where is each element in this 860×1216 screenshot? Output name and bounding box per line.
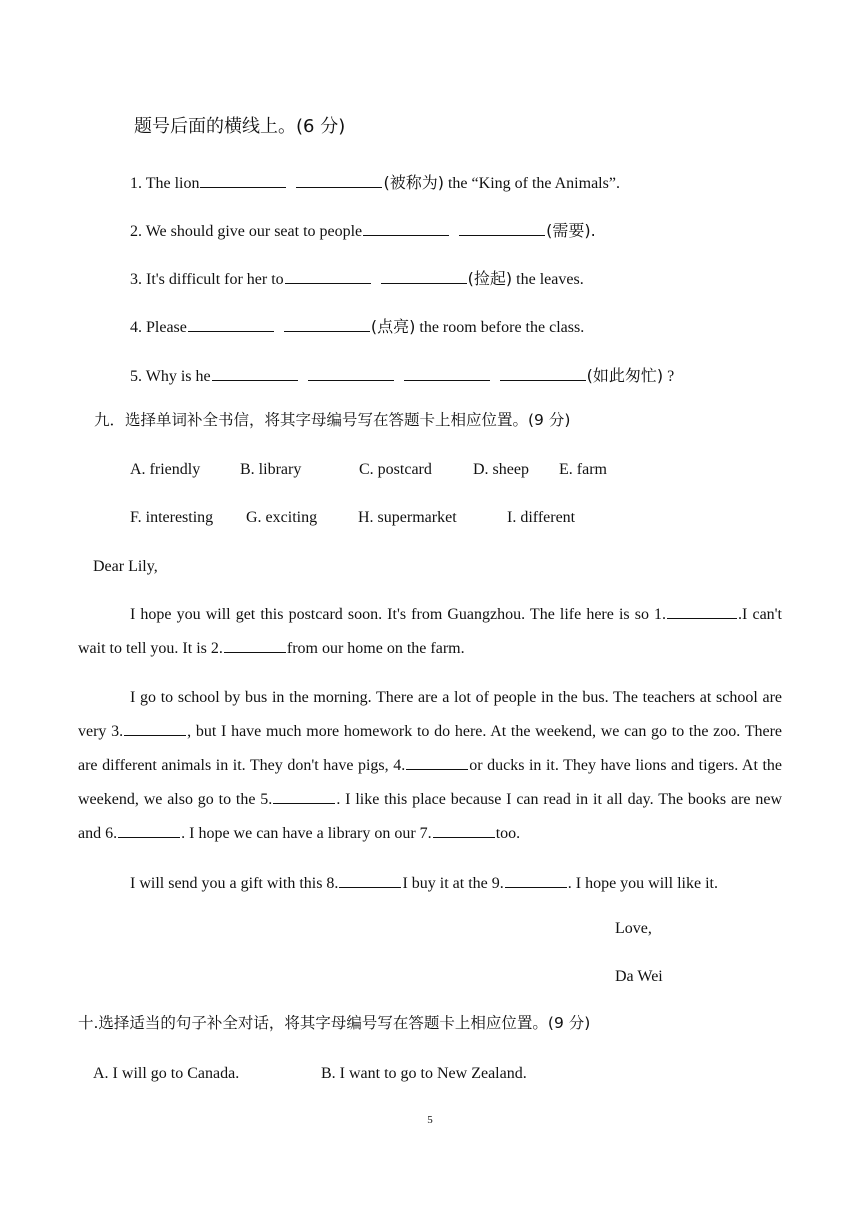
letter-salutation — [93, 559, 158, 575]
answer-blank-1[interactable] — [667, 604, 737, 619]
letter-closing — [615, 921, 652, 937]
word-option-c — [359, 462, 432, 478]
item-text: The lion — [145, 175, 200, 192]
item-text: Please — [146, 319, 187, 336]
option-text: C. postcard — [359, 461, 432, 478]
fill-item-2 — [130, 221, 596, 240]
salutation-text: Dear Lily, — [93, 558, 158, 575]
item-hint: (需要). — [546, 221, 596, 240]
option-text: B. I want to go to New Zealand. — [321, 1065, 527, 1082]
item-text-after: the room before the class. — [415, 319, 585, 336]
paragraph-text: .I can't wait to tell you. It is 2. — [78, 606, 783, 657]
paragraph-text: I go to school by bus in the morning. There are a lot of people in the bus. The teachers at school are very 3. — [78, 689, 782, 740]
section-title-text: 十.选择适当的句子补全对话，将其字母编号写在答题卡上相应位置。(9 分) — [78, 1014, 591, 1032]
paragraph-text: . I hope you will like it. — [567, 875, 718, 892]
paragraph-text: from our home on the farm. — [286, 640, 465, 657]
fill-item-5 — [130, 366, 674, 385]
paragraph-text: . I hope we can have a library on our 7. — [181, 825, 432, 842]
option-text: E. farm — [559, 461, 607, 478]
item-number: 4. — [130, 319, 142, 336]
option-text: A. I will go to Canada. — [93, 1065, 240, 1082]
answer-blank-4[interactable] — [406, 755, 468, 770]
paragraph-text: too. — [495, 825, 521, 842]
answer-blank-2[interactable] — [224, 638, 286, 653]
instruction-text: 题号后面的横线上。(6 分) — [134, 116, 346, 137]
answer-blank[interactable] — [500, 366, 586, 381]
item-hint: (如此匆忙) — [586, 366, 664, 385]
word-option-a — [130, 462, 200, 478]
item-text: We should give our seat to people — [145, 223, 363, 240]
option-text: B. library — [240, 461, 302, 478]
word-option-b — [240, 462, 301, 478]
section-9-title — [94, 413, 570, 429]
item-number: 3. — [130, 271, 142, 288]
closing-text: Love, — [615, 920, 652, 937]
signature-text: Da Wei — [615, 968, 663, 985]
letter-signature — [615, 969, 663, 985]
page-number-text: 5 — [427, 1114, 433, 1126]
fill-item-1 — [130, 173, 620, 192]
item-text-after: ? — [663, 368, 675, 385]
option-text: F. interesting — [130, 509, 214, 526]
dialog-option-a — [93, 1066, 239, 1082]
answer-blank[interactable] — [459, 221, 545, 236]
answer-blank-9[interactable] — [505, 873, 567, 888]
paragraph-text: . I like this place because I can read in it all day. The books are new and 6. — [78, 791, 782, 842]
paragraph-text: I hope you will get this postcard soon. It's from Guangzhou. The life here is so 1. — [130, 606, 667, 623]
dialog-option-b — [321, 1066, 527, 1082]
item-number: 2. — [130, 223, 142, 240]
paragraph-text: I buy it at the 9. — [402, 875, 504, 892]
item-number: 1. — [130, 175, 142, 192]
item-hint: (捡起) — [467, 269, 513, 288]
section-title-text: 九．选择单词补全书信，将其字母编号写在答题卡上相应位置。(9 分) — [94, 411, 571, 429]
answer-blank[interactable] — [363, 221, 449, 236]
page-number — [0, 1114, 860, 1126]
letter-paragraph-1 — [78, 598, 782, 666]
answer-blank-5[interactable] — [273, 789, 335, 804]
answer-blank[interactable] — [284, 317, 370, 332]
answer-blank-3[interactable] — [124, 721, 186, 736]
option-text: H. supermarket — [358, 509, 457, 526]
item-text-after: the leaves. — [512, 271, 584, 288]
letter-paragraph-3 — [130, 873, 718, 892]
answer-blank[interactable] — [188, 317, 274, 332]
section-10-title — [78, 1016, 590, 1032]
answer-blank-6[interactable] — [118, 823, 180, 838]
word-option-e — [559, 462, 607, 478]
word-option-i — [507, 510, 575, 526]
answer-blank-7[interactable] — [433, 823, 495, 838]
word-option-h — [358, 510, 457, 526]
item-text-after: the “King of the Animals”. — [443, 175, 620, 192]
word-option-d — [473, 462, 529, 478]
option-text: A. friendly — [130, 461, 201, 478]
item-number: 5. — [130, 368, 142, 385]
answer-blank[interactable] — [381, 269, 467, 284]
answer-blank[interactable] — [200, 173, 286, 188]
instruction-tail — [134, 118, 345, 136]
letter-paragraph-2 — [78, 681, 782, 851]
answer-blank[interactable] — [212, 366, 298, 381]
option-text: I. different — [507, 509, 576, 526]
fill-item-3 — [130, 269, 584, 288]
item-hint: (被称为) — [383, 173, 444, 192]
fill-item-4 — [130, 317, 584, 336]
answer-blank[interactable] — [308, 366, 394, 381]
paragraph-text: or ducks in it. They have lions and tigers. At the weekend, we also go to the 5. — [78, 757, 782, 808]
paragraph-text: , but I have much more homework to do here. At the weekend, we can go to the zoo. There are different animals in it. They don't have pigs, 4. — [78, 723, 783, 774]
option-text: G. exciting — [246, 509, 318, 526]
word-option-g — [246, 510, 317, 526]
option-text: D. sheep — [473, 461, 529, 478]
answer-blank[interactable] — [296, 173, 382, 188]
answer-blank[interactable] — [404, 366, 490, 381]
item-hint: (点亮) — [370, 317, 416, 336]
answer-blank-8[interactable] — [339, 873, 401, 888]
item-text: Why is he — [145, 368, 211, 385]
paragraph-text: I will send you a gift with this 8. — [130, 875, 339, 892]
answer-blank[interactable] — [285, 269, 371, 284]
word-option-f — [130, 510, 213, 526]
item-text: It's difficult for her to — [146, 271, 284, 288]
